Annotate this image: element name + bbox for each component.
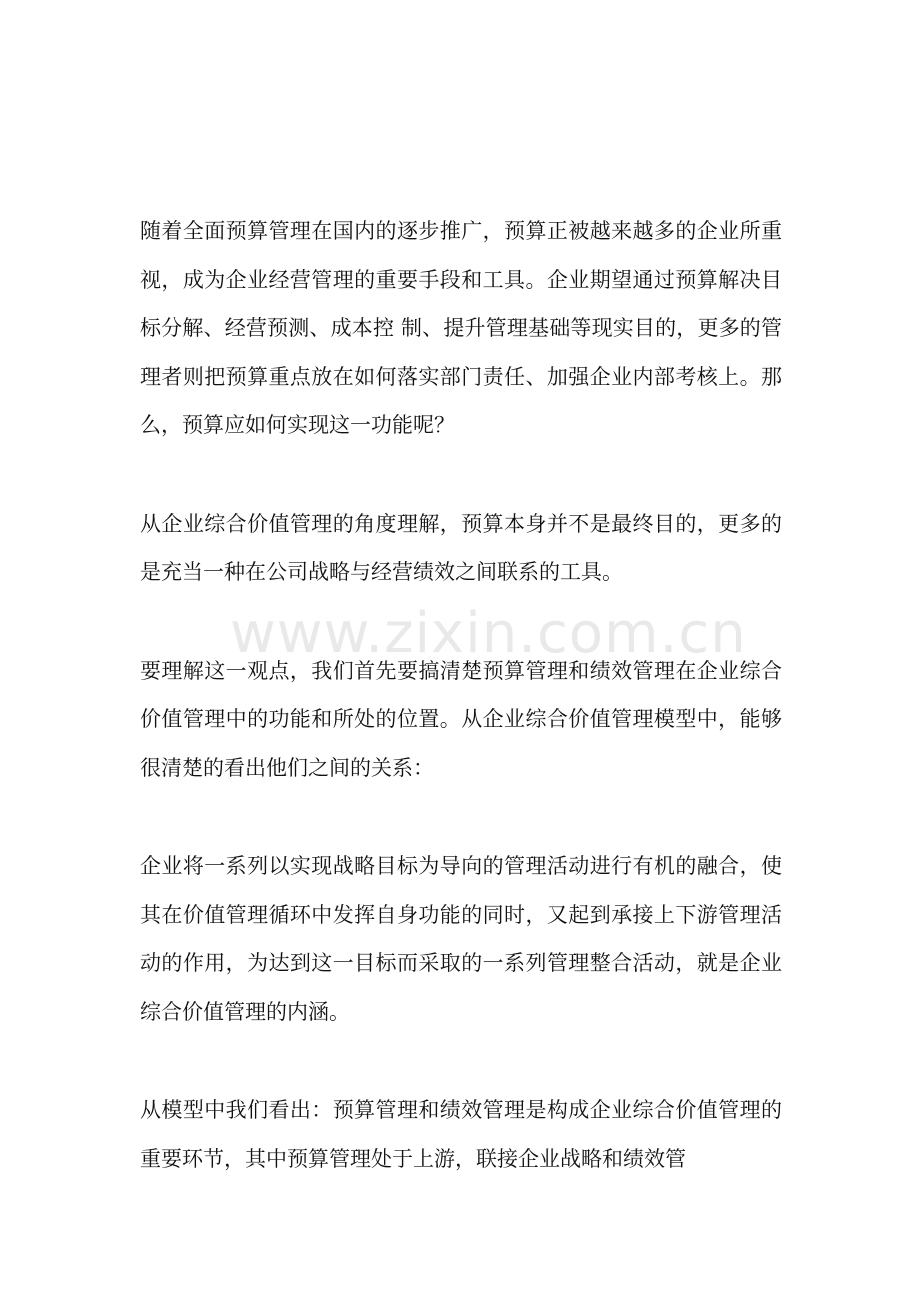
paragraph-2: 从企业综合价值管理的角度理解，预算本身并不是最终目的，更多的是充当一种在公司战略与经营绩效之间联系的工具。 [140,511,782,584]
paragraph-1: 随着全面预算管理在国内的逐步推广，预算正被越来越多的企业所重视，成为企业经营管理的重要手段和工具。企业期望通过预算解决目标分解、经营预测、成本控 制、提升管理基础等现实目的，更多的管理者则把预算重点放在如何落实部门责任、加强企业内部考核上。那么，预算应如何实现这一功能呢？ [140,219,782,437]
paragraph-3: 要理解这一观点，我们首先要搞清楚预算管理和绩效管理在企业综合价值管理中的功能和所处的位置。从企业综合价值管理模型中，能够很清楚的看出他们之间的关系： [140,658,782,780]
document-body [140,207,782,1183]
paragraph-4: 企业将一系列以实现战略目标为导向的管理活动进行有机的融合，使其在价值管理循环中发挥自身功能的同时，又起到承接上下游管理活动的作用，为达到这一目标而采取的一系列管理整合活动，就是企业综合价值管理的内涵。 [140,854,782,1024]
watermark: www.zixin.com.cn [230,601,747,666]
paragraph-5: 从模型中我们看出：预算管理和绩效管理是构成企业综合价值管理的重要环节，其中预算管理处于上游，联接企业战略和绩效管 [140,1098,782,1171]
